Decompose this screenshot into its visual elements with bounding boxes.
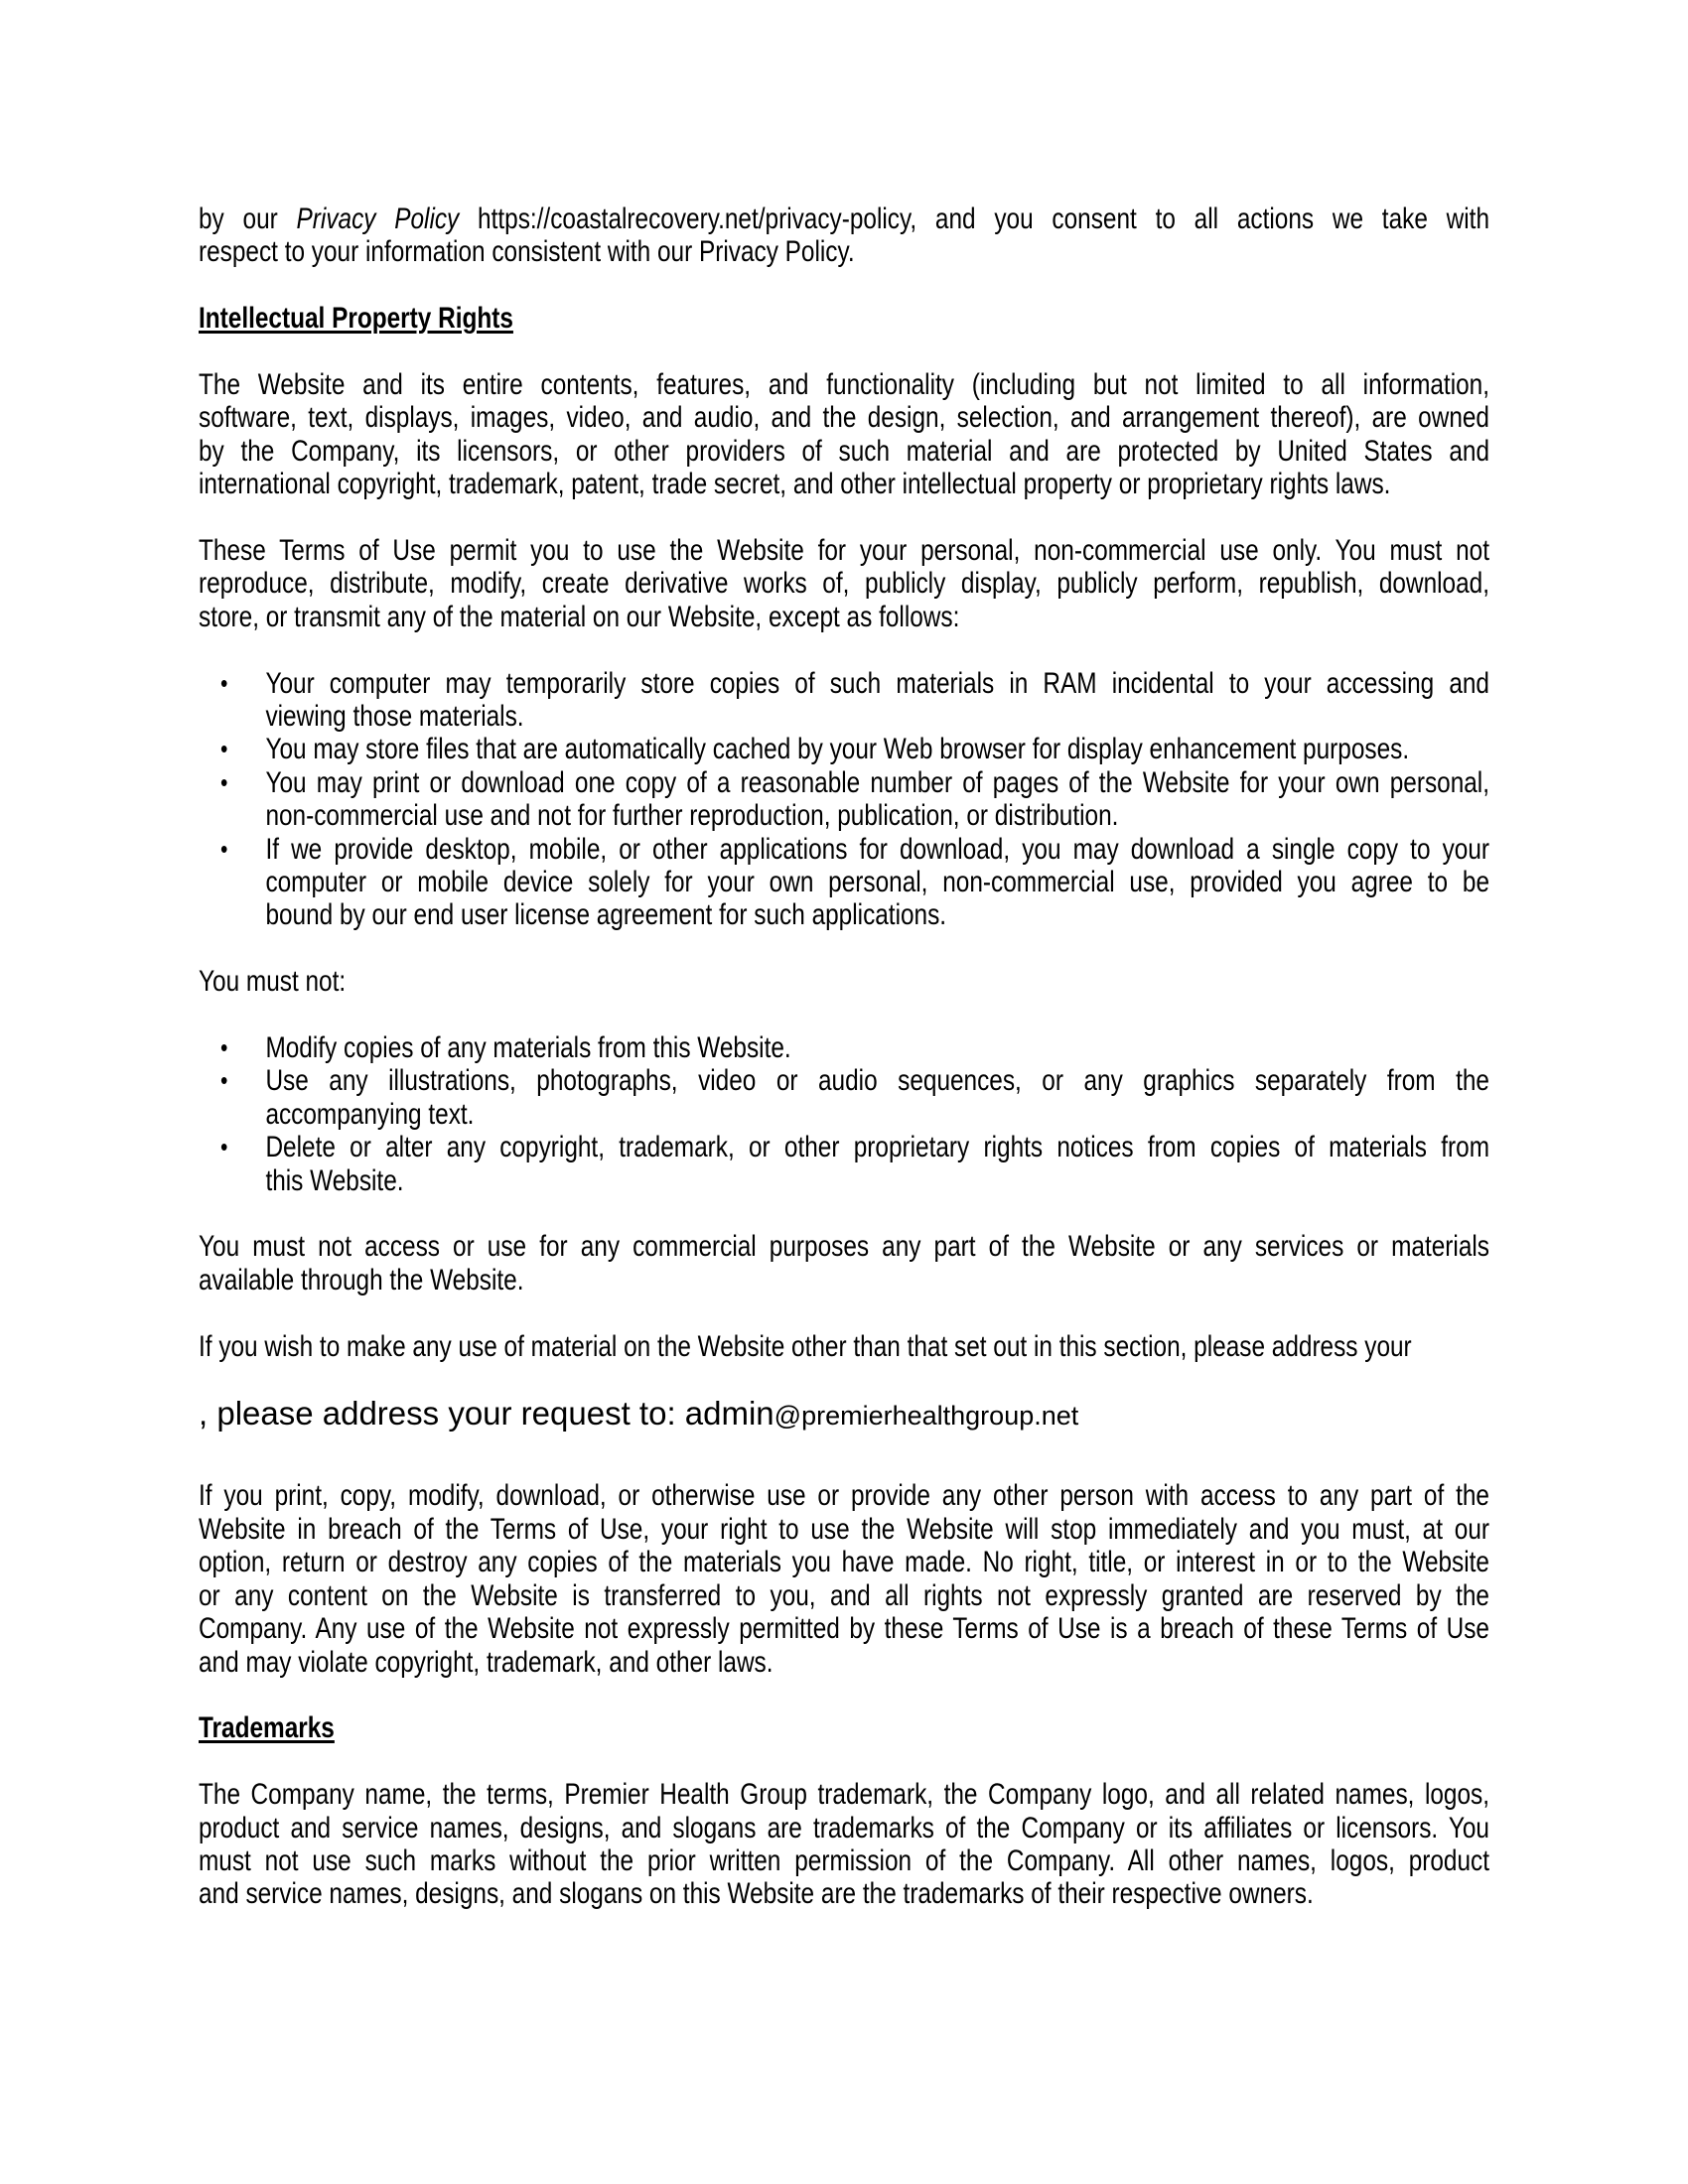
text-line: must not use such marks without the prior written permission of the Company. All other names, logos, product [199,1843,1489,1877]
text-line: or any content on the Website is transferred to you, and all rights not expressly granted are reserved by the [199,1578,1489,1612]
text-line: computer or mobile device solely for your own personal, non-commercial use, provided you agree to be [265,866,1489,899]
bullet-list-prohibited-uses [199,1031,1489,1197]
paragraph-wish-to-use [199,1330,1489,1363]
paragraph-you-must-not [199,965,1489,998]
text-line: product and service names, designs, and slogans are trademarks of the Company or its affiliates or licensors. You [199,1811,1489,1844]
paragraph-website-ownership [199,368,1489,501]
bullet-icon: • [219,766,228,797]
text-line: international copyright, trademark, patent, trade secret, and other intellectual property or proprietary rights laws. [199,468,1391,501]
text-line [199,203,1489,235]
paragraph-terms-permit [199,534,1489,633]
bullet-item [199,667,1489,734]
text-line: respect to your information consistent with our Privacy Policy. [199,235,855,269]
paragraph-breach [199,1479,1489,1678]
text-line: store, or transmit any of the material on our Website, except as follows: [199,600,960,633]
text-line: Delete or alter any copyright, trademark, or other proprietary rights notices from copies of materials from [265,1131,1489,1164]
text-segment: by our [199,203,297,235]
bullet-icon: • [219,1065,228,1096]
text-line: accompanying text. [265,1097,475,1131]
privacy-policy-italic: Privacy Policy [296,203,460,235]
bullet-icon: • [219,1132,228,1162]
intellectual-property-rights-heading: Intellectual Property Rights [199,302,513,336]
bullet-icon: • [219,734,228,764]
text-line: If we provide desktop, mobile, or other applications for download, you may download a single copy to your [265,832,1489,866]
request-text: , please address your request to: admin [199,1395,774,1433]
text-line: The Company name, the terms, Premier Health Group trademark, the Company logo, and all related names, logos, [199,1778,1489,1812]
body-text-block-bottom [199,1479,1489,1910]
text-line: The Website and its entire contents, features, and functionality (including but not limited to all information, [199,368,1489,401]
paragraph-trademarks [199,1778,1489,1911]
text-line: by the Company, its licensors, or other providers of such material and are protected by United States and [199,434,1489,468]
bullet-item [199,1131,1489,1197]
text-line: You must not access or use for any commercial purposes any part of the Website or any services or materials [199,1230,1489,1264]
text-line: and may violate copyright, trademark, and other laws. [199,1645,774,1679]
trademarks-heading: Trademarks [199,1711,335,1745]
continued-paragraph-privacy [199,203,1489,269]
text-line: reproduce, distribute, modify, create derivative works of, publicly display, publicly perform, republish, download, [199,567,1489,601]
text-line: viewing those materials. [265,700,524,734]
bullet-item [199,733,1489,765]
text-line: Company. Any use of the Website not expressly permitted by these Terms of Use is a breach of these Terms of Use [199,1612,1489,1646]
text-line: this Website. [265,1163,404,1197]
text-line: Your computer may temporarily store copies of such materials in RAM incidental to your accessing and [265,666,1489,700]
text-line: If you wish to make any use of material on the Website other than that set out in this section, please address your [199,1329,1412,1363]
text-line: These Terms of Use permit you to use the Website for your personal, non-commercial use only. You must not [199,534,1489,568]
email-request-line [199,1394,1489,1435]
text-line: bound by our end user license agreement for such applications. [265,898,947,932]
text-line: Website in breach of the Terms of Use, your right to use the Website will stop immediately and you must, at our [199,1512,1489,1546]
text-line: Use any illustrations, photographs, video or audio sequences, or any graphics separately from the [265,1064,1489,1098]
body-text-block-top [199,203,1489,1363]
privacy-policy-url: https://coastalrecovery.net/privacy-policy, and you consent to all actions we take with [459,203,1489,235]
text-line: You must not: [199,965,347,999]
text-line: option, return or destroy any copies of the materials you have made. No right, title, or interest in or to the Website [199,1546,1489,1579]
text-line: and service names, designs, and slogans on this Website are the trademarks of their respective owners. [199,1877,1314,1911]
text-line: non-commercial use and not for further reproduction, publication, or distribution. [265,799,1119,833]
bullet-list-allowed-uses [199,667,1489,932]
text-line: You may print or download one copy of a reasonable number of pages of the Website for your own personal, [265,765,1489,799]
paragraph-commercial-use [199,1230,1489,1297]
admin-email-domain: @premierhealthgroup.net [774,1401,1079,1432]
bullet-icon: • [219,833,228,864]
bullet-icon: • [219,1032,228,1063]
text-line: You may store files that are automatically cached by your Web browser for display enhancement purposes. [265,733,1410,766]
bullet-icon: • [219,667,228,698]
text-line: software, text, displays, images, video, and audio, and the design, selection, and arrangement thereof), are owned [199,401,1489,435]
text-line: Modify copies of any materials from this Website. [265,1031,791,1065]
page-content [199,203,1489,1944]
bullet-item [199,766,1489,833]
text-line: available through the Website. [199,1263,524,1297]
text-line: If you print, copy, modify, download, or otherwise use or provide any other person with access to any part of the [199,1479,1489,1513]
bullet-item [199,1031,1489,1064]
bullet-item [199,833,1489,932]
bullet-item [199,1064,1489,1131]
